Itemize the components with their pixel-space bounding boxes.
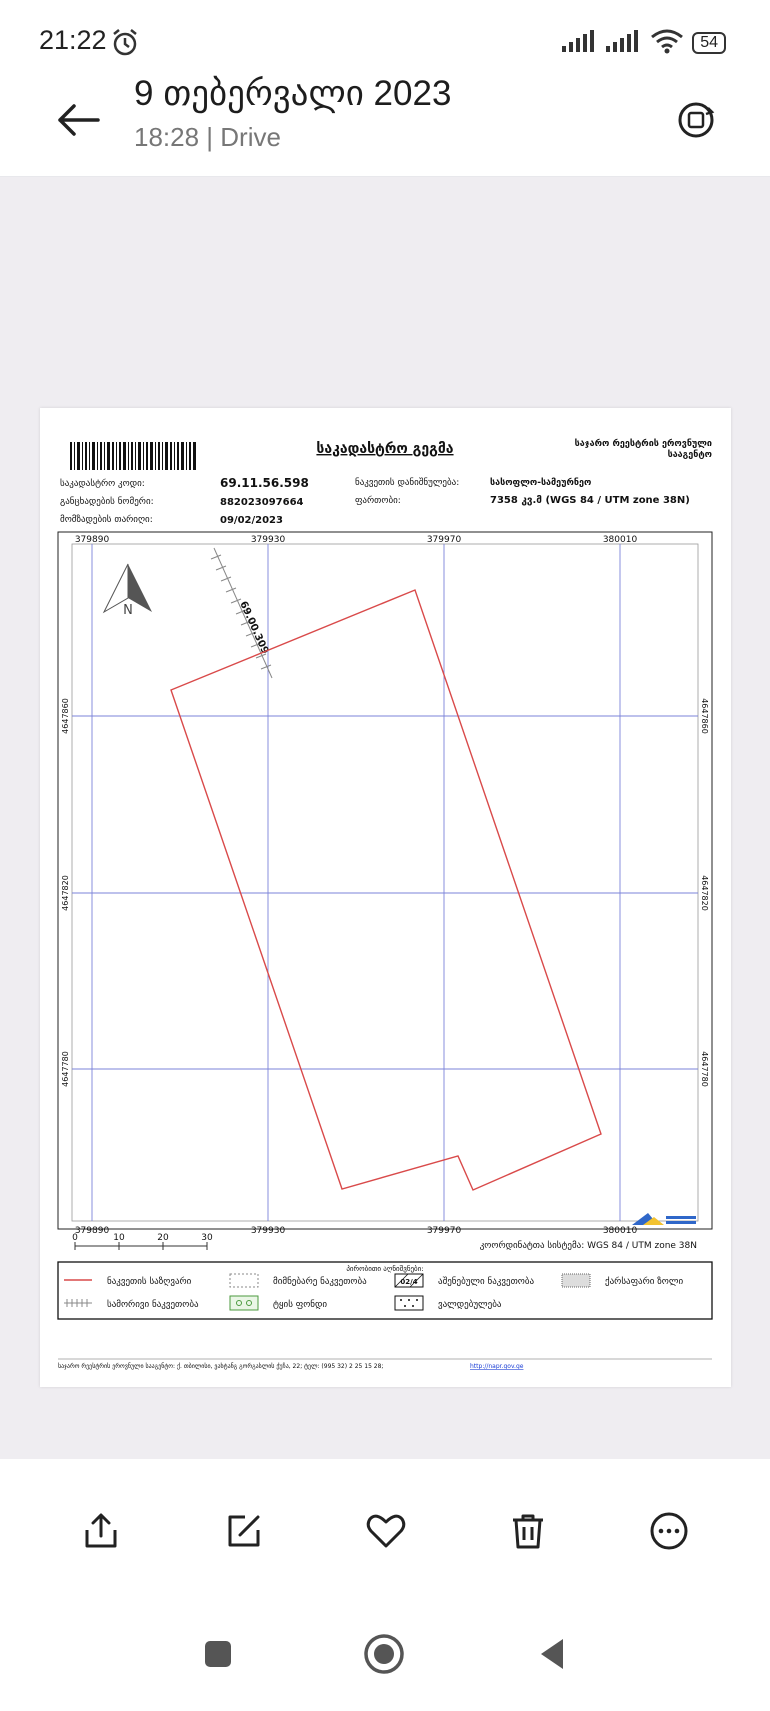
neighbor-parcel-code: 69.00.309 <box>237 599 271 656</box>
x-tick-top-1: 379890 <box>74 535 110 545</box>
rotate-button[interactable] <box>668 92 724 148</box>
agency-logo-icon <box>632 1213 696 1225</box>
y-tick-left-1: 4647860 <box>61 698 70 734</box>
parcel-boundary <box>171 590 601 1190</box>
barcode <box>70 442 198 470</box>
y-tick-right-3: 4647780 <box>700 1051 709 1087</box>
photo-time-source: 18:28 | Drive <box>134 122 281 152</box>
x-tick-bottom-1: 379890 <box>74 1226 110 1236</box>
back-arrow-icon <box>56 103 100 137</box>
application-number: 882023097664 <box>220 497 304 508</box>
alarm-icon <box>110 28 140 62</box>
x-tick-top-3: 379970 <box>426 535 462 545</box>
y-tick-right-1: 4647860 <box>700 698 709 734</box>
status-time: 21:22 <box>39 25 107 55</box>
legend-neighbor-parcel: სამორივი ნაკვეთობა <box>107 1300 199 1310</box>
legend-adjacent-parcel: მიმნებარე ნაკვეთობა <box>273 1277 367 1287</box>
map-legend <box>58 1262 712 1319</box>
x-tick-bottom-2: 379930 <box>250 1226 286 1236</box>
cadastral-plan-document <box>40 408 731 1387</box>
delete-button[interactable] <box>500 1503 556 1559</box>
x-tick-bottom-4: 380010 <box>602 1226 638 1236</box>
favorite-button[interactable] <box>358 1503 414 1559</box>
signal-icon-2 <box>606 30 642 56</box>
x-tick-bottom-3: 379970 <box>426 1226 462 1236</box>
recents-icon <box>203 1639 233 1669</box>
photo-date-title: 9 თებერვალი 2023 <box>134 74 452 113</box>
coordinate-grid <box>72 544 698 1221</box>
north-label: N <box>123 603 133 618</box>
neighbor-parcel-boundary <box>211 548 272 678</box>
map-frame <box>72 544 698 1221</box>
parcel-area: 7358 კვ.მ (WGS 84 / UTM zone 38N) <box>490 495 690 506</box>
legend-built-parcel: აშენებული ნაკვეთობა <box>438 1277 535 1287</box>
x-tick-top-2: 379930 <box>250 535 286 545</box>
y-tick-left-2: 4647820 <box>61 875 70 911</box>
legend-parcel-boundary: ნაკვეთის საზღვარი <box>107 1277 192 1287</box>
parcel-purpose: სასოფლო-სამეურნეო <box>490 478 592 488</box>
signal-icon <box>562 30 598 56</box>
more-icon <box>649 1511 689 1551</box>
rotate-icon <box>676 100 716 140</box>
coordinate-system: კოორდინატთა სისტემა: WGS 84 / UTM zone 38N <box>479 1241 697 1251</box>
document-title: საკადასტრო გეგმა <box>316 441 454 457</box>
application-number-label: განცხადების ნომერი: <box>60 497 154 507</box>
wifi-icon <box>650 28 684 58</box>
share-button[interactable] <box>73 1503 129 1559</box>
top-app-bar <box>0 66 770 177</box>
agency-name-line1: საჯარო რეესტრის ეროვნული <box>574 439 712 449</box>
legend-red-line: ქარსაფარი ზოლი <box>605 1277 684 1287</box>
heart-icon <box>366 1512 406 1550</box>
legend-swamp: ვალდებულება <box>438 1300 502 1310</box>
preparation-date: 09/02/2023 <box>220 515 283 526</box>
y-tick-right-2: 4647820 <box>700 875 709 911</box>
x-tick-top-4: 380010 <box>602 535 638 545</box>
area-label: ფართობი: <box>355 496 401 506</box>
purpose-label: ნაკვეთის დანიშნულება: <box>355 478 460 488</box>
edit-button[interactable] <box>216 1503 272 1559</box>
back-button[interactable] <box>50 92 106 148</box>
trash-icon <box>510 1512 546 1550</box>
edit-icon <box>225 1512 263 1550</box>
legend-built-tag: 02/4 <box>400 1278 418 1286</box>
agency-name-line2: სააგენტო <box>667 450 712 460</box>
preparation-date-label: მომზადების თარიღი: <box>60 515 153 525</box>
more-button[interactable] <box>641 1503 697 1559</box>
scale-tick-0: 0 <box>72 1233 78 1243</box>
scale-tick-30: 30 <box>201 1233 213 1243</box>
home-icon <box>363 1633 405 1675</box>
status-icons <box>562 28 726 58</box>
agency-website-link[interactable]: http://napr.gov.ge <box>470 1363 524 1370</box>
scale-tick-10: 10 <box>113 1233 125 1243</box>
legend-forest-fund: ტყის ფონდი <box>273 1300 327 1310</box>
scale-tick-20: 20 <box>157 1233 169 1243</box>
back-nav-button[interactable] <box>527 1629 577 1679</box>
battery-indicator: 54 <box>692 32 726 54</box>
legend-title: პირობითი აღნიშვნები: <box>346 1265 424 1273</box>
bottom-toolbar <box>0 1459 770 1599</box>
home-button[interactable] <box>359 1629 409 1679</box>
cadastral-code: 69.11.56.598 <box>220 476 309 490</box>
north-arrow-icon <box>104 564 152 618</box>
back-triangle-icon <box>537 1637 567 1671</box>
recents-button[interactable] <box>193 1629 243 1679</box>
share-icon <box>82 1512 120 1550</box>
system-navigation-bar <box>0 1599 770 1711</box>
cadastral-code-label: საკადასტრო კოდი: <box>60 479 145 489</box>
y-tick-left-3: 4647780 <box>61 1051 70 1087</box>
document-footer: საჯარო რეესტრის ეროვნული სააგენტო: ქ. თბილისი, ვახტანგ გორგასლის ქუჩა, 22; ტელ: (995 32) 2 25 15 28; <box>58 1363 384 1370</box>
